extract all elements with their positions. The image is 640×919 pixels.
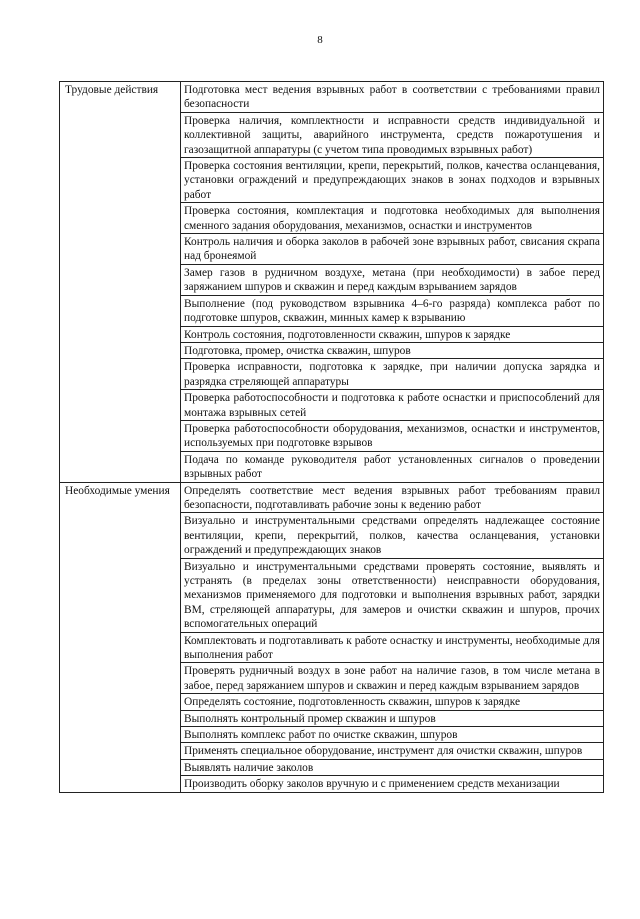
table-row bbox=[60, 82, 604, 113]
requirement-item: Проверка работоспособности и подготовка к работе оснастки и приспособлений для монтажа взрывных сетей bbox=[181, 390, 604, 421]
requirement-item: Подготовка мест ведения взрывных работ в соответствии с требованиями правил безопасности bbox=[181, 82, 604, 113]
requirement-item: Проверять рудничный воздух в зоне работ на наличие газов, в том числе метана в забое, перед заряжанием шпуров и скважин и перед каждым взрыванием зарядов bbox=[181, 663, 604, 694]
category-cell: Необходимые умения bbox=[60, 482, 181, 792]
requirement-item: Проверка наличия, комплектности и исправности средств индивидуальной и коллективной защиты, аварийного инструмента, средств пожаротушения и газозащитной аппаратуры (с учетом типа проводимых взрывных работ) bbox=[181, 112, 604, 157]
requirement-item: Проверка работоспособности оборудования, механизмов, оснастки и инструментов, используемых при подготовке взрывов bbox=[181, 420, 604, 451]
requirement-item: Проверка состояния, комплектация и подготовка необходимых для выполнения сменного задания оборудования, механизмов, оснастки и инструментов bbox=[181, 203, 604, 234]
requirement-item: Визуально и инструментальными средствами проверять состояние, выявлять и устранять (в пределах зоны ответственности) неисправности оборудования, механизмов применяемого для подготовки и выполнения взрывных работ, зарядки ВМ, стреляющей аппаратуры, для замеров и очистки скважин и шпуров, прочих вспомогательных операций bbox=[181, 558, 604, 632]
requirement-item: Выполнение (под руководством взрывника 4–6-го разряда) комплекса работ по подготовке шпуров, скважин, минных камер к взрыванию bbox=[181, 295, 604, 326]
requirement-item: Контроль наличия и оборка заколов в рабочей зоне взрывных работ, свисания скрапа над бронеямой bbox=[181, 234, 604, 265]
requirement-item: Визуально и инструментальными средствами определять надлежащее состояние вентиляции, крепи, перекрытий, полков, качества осланцевания, установки ограждений и предупреждающих знаков bbox=[181, 513, 604, 558]
requirement-item: Проверка состояния вентиляции, крепи, перекрытий, полков, качества осланцевания, установки ограждений и предупреждающих знаков в зонах подходов и взрывных работ bbox=[181, 158, 604, 203]
table-row bbox=[60, 482, 604, 513]
requirement-item: Подача по команде руководителя работ установленных сигналов о проведении взрывных работ bbox=[181, 451, 604, 482]
requirement-item: Контроль состояния, подготовленности скважин, шпуров к зарядке bbox=[181, 326, 604, 342]
requirement-item: Выполнять контрольный промер скважин и шпуров bbox=[181, 710, 604, 726]
requirement-item: Применять специальное оборудование, инструмент для очистки скважин, шпуров bbox=[181, 743, 604, 759]
requirements-table bbox=[59, 81, 604, 793]
category-cell: Трудовые действия bbox=[60, 82, 181, 483]
requirement-item: Подготовка, промер, очистка скважин, шпуров bbox=[181, 342, 604, 358]
requirement-item: Производить оборку заколов вручную и с применением средств механизации bbox=[181, 776, 604, 792]
requirement-item: Проверка исправности, подготовка к зарядке, при наличии допуска зарядка и разрядка стреляющей аппаратуры bbox=[181, 359, 604, 390]
requirement-item: Определять состояние, подготовленность скважин, шпуров к зарядке bbox=[181, 694, 604, 710]
requirement-item: Выявлять наличие заколов bbox=[181, 759, 604, 775]
requirement-item: Выполнять комплекс работ по очистке скважин, шпуров bbox=[181, 727, 604, 743]
requirement-item: Определять соответствие мест ведения взрывных работ требованиям правил безопасности, подготавливать рабочие зоны к ведению работ bbox=[181, 482, 604, 513]
requirement-item: Комплектовать и подготавливать к работе оснастку и инструменты, необходимые для выполнения работ bbox=[181, 632, 604, 663]
requirement-item: Замер газов в рудничном воздухе, метана (при необходимости) в забое перед заряжанием шпуров и скважин и перед каждым взрыванием зарядов bbox=[181, 264, 604, 295]
page-number: 8 bbox=[317, 34, 323, 46]
